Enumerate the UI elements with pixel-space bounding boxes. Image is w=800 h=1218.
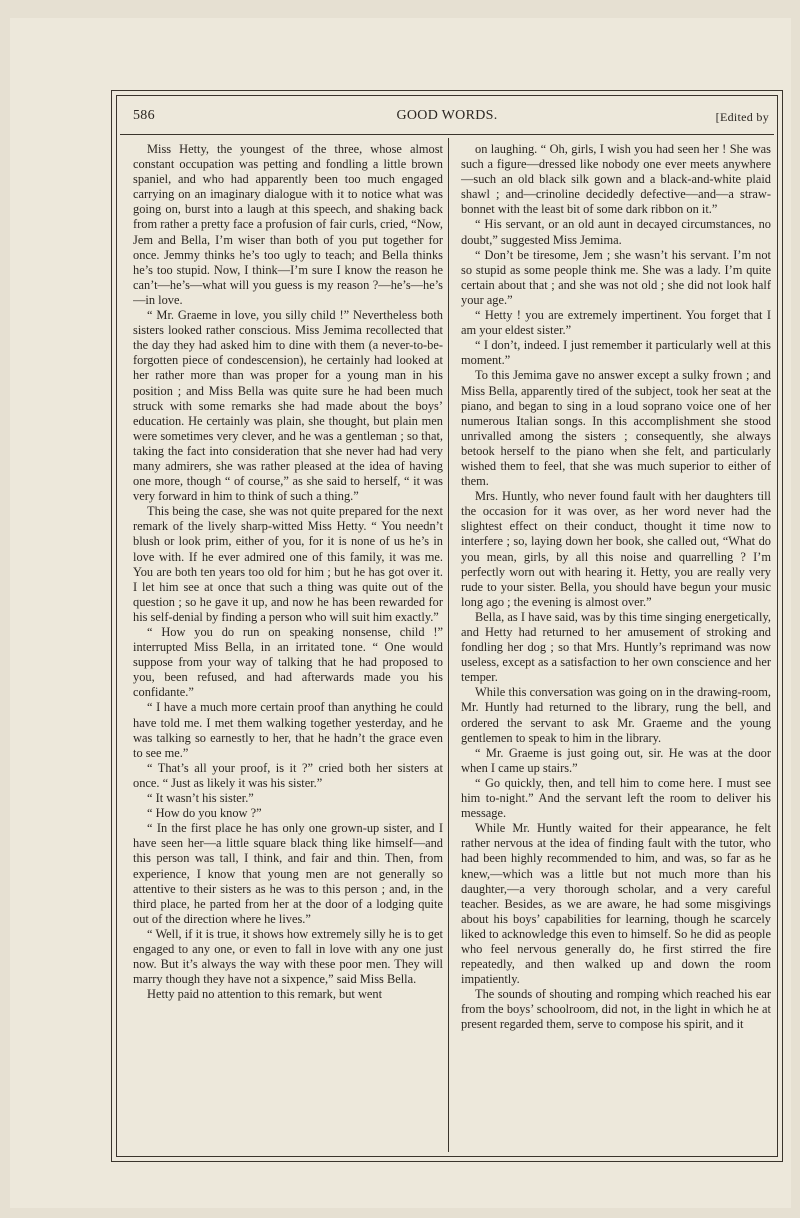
paragraph: “ Don’t be tiresome, Jem ; she wasn’t his servant. I’m not so stupid as some people think me. She was a lady. I’m quite certain about that ; and she was not old ; she did not look half your age.” bbox=[461, 247, 771, 307]
paragraph: “ Mr. Graeme in love, you silly child !” Nevertheless both sisters looked rather conscious. Miss Jemima recollected that the day they had asked him to dine with them (a never-to-be-forgotten piece of condescension), he certainly had looked at her rather more than was proper for a young man in his position ; and Miss Bella was quite sure he had been much struck with some remarks she had made about the boys’ education. He certainly was plain, she thought, but plain men were sometimes very clever, and he was a gentleman ; so that, taking the fact into consideration that she never had had very many admirers, she was rather pleased at the idea of having one more, though “ of course,” as she said to herself, “ it was very forward in him to think of such a thing.” bbox=[133, 308, 443, 504]
page-frame-inner bbox=[116, 95, 778, 1157]
page-frame bbox=[111, 90, 783, 1162]
paragraph: on laughing. “ Oh, girls, I wish you had seen her ! She was such a figure—dressed like nobody one ever meets anywhere—such an old black silk gown and a black-and-white plaid shawl ; and—crinoline decidedly defective—and—a straw-bonnet with the least bit of some dark ribbon on it.” bbox=[461, 142, 771, 217]
paragraph: “ I don’t, indeed. I just remember it particularly well at this moment.” bbox=[461, 338, 771, 368]
paragraph: Miss Hetty, the youngest of the three, whose almost constant occupation was petting and fondling a little brown spaniel, and who had apparently been too much engaged carrying on an imaginary dialogue with it to notice what was going on, burst into a laugh at this speech, and shaking back from rather a pretty face a profusion of fair curls, cried, “Now, Jem and Bella, I’m wiser than both of you put together for once. Jemmy thinks he’s too ugly to teach; and Bella thinks he’s too stupid. Now, I think—I’m sure I know the reason he can’t—he’s—what will you guess is my reason ?—he’s—he’s—in love. bbox=[133, 142, 443, 307]
page-sheet bbox=[10, 18, 791, 1208]
column-divider bbox=[448, 138, 449, 1152]
paragraph: Bella, as I have said, was by this time singing energetically, and Hetty had returned to her amusement of stroking and fondling her dog ; so that Mrs. Huntly’s reprimand was now useless, except as a satisfaction to her own conscience and her temper. bbox=[461, 609, 771, 685]
paragraph: “ It wasn’t his sister.” bbox=[147, 791, 254, 806]
paragraph: “ How you do run on speaking nonsense, child !” interrupted Miss Bella, in an irritated tone. “ One would suppose from your way of talking that he had proposed to you, been refused, and had afterwards made you his confidante.” bbox=[133, 625, 443, 700]
paragraph: This being the case, she was not quite prepared for the next remark of the lively sharp-witted Miss Hetty. “ You needn’t blush or look prim, either of you, for it is none of us he’s in love with. If he ever admired one of this family, it was me. You are both ten years too old for him ; but he has got over it. I let him see at once that such a thing was quite out of the question ; so he gave it up, and now he has been rewarded for his self-denial by finding a person who will suit him exactly.” bbox=[133, 504, 443, 624]
paragraph: “ Hetty ! you are extremely impertinent. You forget that I am your eldest sister.” bbox=[461, 308, 771, 338]
paragraph: “ His servant, or an old aunt in decayed circumstances, no doubt,” suggested Miss Jemima. bbox=[461, 217, 771, 247]
paragraph: “ Go quickly, then, and tell him to come here. I must see him to-night.” And the servant left the room to deliver his message. bbox=[461, 775, 771, 821]
paragraph: While this conversation was going on in the drawing-room, Mr. Huntly had returned to the library, rung the bell, and ordered the servant to ask Mr. Graeme and the young gentlemen to speak to him in the library. bbox=[461, 685, 771, 745]
paragraph: Hetty paid no attention to this remark, but went bbox=[147, 987, 383, 1002]
paragraph: To this Jemima gave no answer except a sulky frown ; and Miss Bella, apparently tired of the subject, took her seat at the piano, and began to sing in a loud soprano voice one of her numerous Italian songs. In this accomplishment she stood unrivalled among the sisters ; consequently, she always betook herself to the piano when she felt, and particularly wished them to feel, that she was much superior to either of them. bbox=[461, 368, 771, 489]
paragraph: While Mr. Huntly waited for their appearance, he felt rather nervous at the idea of finding fault with the tutor, who had been highly recommended to him, and was, so far as he knew,—which was a little but not much more than his daughter,—a very thorough scholar, and a very careful teacher. Besides, as we are aware, he had some misgivings about his boys’ capabilities for learning, though he scarcely liked to acknowledge this even to himself. So he did as people who feel nervous generally do, he first stirred the fire repeatedly, and then walked up and down the room impatiently. bbox=[461, 821, 771, 987]
paragraph: “ I have a much more certain proof than anything he could have told me. I met them walking together yesterday, and he was talking so earnestly to her, that he hadn’t the grace even to see me.” bbox=[133, 700, 443, 760]
page-number: 586 bbox=[133, 108, 155, 123]
running-header bbox=[125, 108, 769, 130]
paragraph: The sounds of shouting and romping which reached his ear from the boys’ schoolroom, did not, in the light in which he at present regarded them, serve to compose his spirit, and it bbox=[461, 987, 771, 1032]
right-column bbox=[461, 142, 771, 1152]
running-title: GOOD WORDS. bbox=[396, 108, 498, 123]
paragraph: “ How do you know ?” bbox=[147, 806, 262, 821]
header-rule bbox=[120, 134, 774, 135]
paragraph: “ In the first place he has only one grown-up sister, and I have seen her—a little square black thing like himself—and this person was tall, I think, and fair and thin. Then, from experience, I know that young men are not generally so attentive to their sisters as he was to this person ; and, in the third place, he parted from her at the door of a lodging quite out of the direction where he lives.” bbox=[133, 821, 443, 926]
editor-note: [Edited by bbox=[715, 110, 769, 124]
paragraph: “ Mr. Graeme is just going out, sir. He was at the door when I came up stairs.” bbox=[461, 745, 771, 775]
paragraph: Mrs. Huntly, who never found fault with her daughters till the occasion for it was over, as her word never had the slightest effect on their conduct, thought it time now to interfere ; so, laying down her book, she called out, “What do you mean, girls, by all this noise and quarrelling ? I’m perfectly worn out with hearing it. Hetty, you are really very rude to your sister. Bella, you should have begun your music long ago ; the evening is almost over.” bbox=[461, 489, 771, 609]
paragraph: “ Well, if it is true, it shows how extremely silly he is to get engaged to any one, or even to fall in love with any one just now. But it’s always the way with these poor men. They will marry though they have not a sixpence,” said Miss Bella. bbox=[133, 926, 443, 987]
paragraph: “ That’s all your proof, is it ?” cried both her sisters at once. “ Just as likely it was his sister.” bbox=[133, 760, 443, 790]
left-column bbox=[133, 142, 443, 1152]
